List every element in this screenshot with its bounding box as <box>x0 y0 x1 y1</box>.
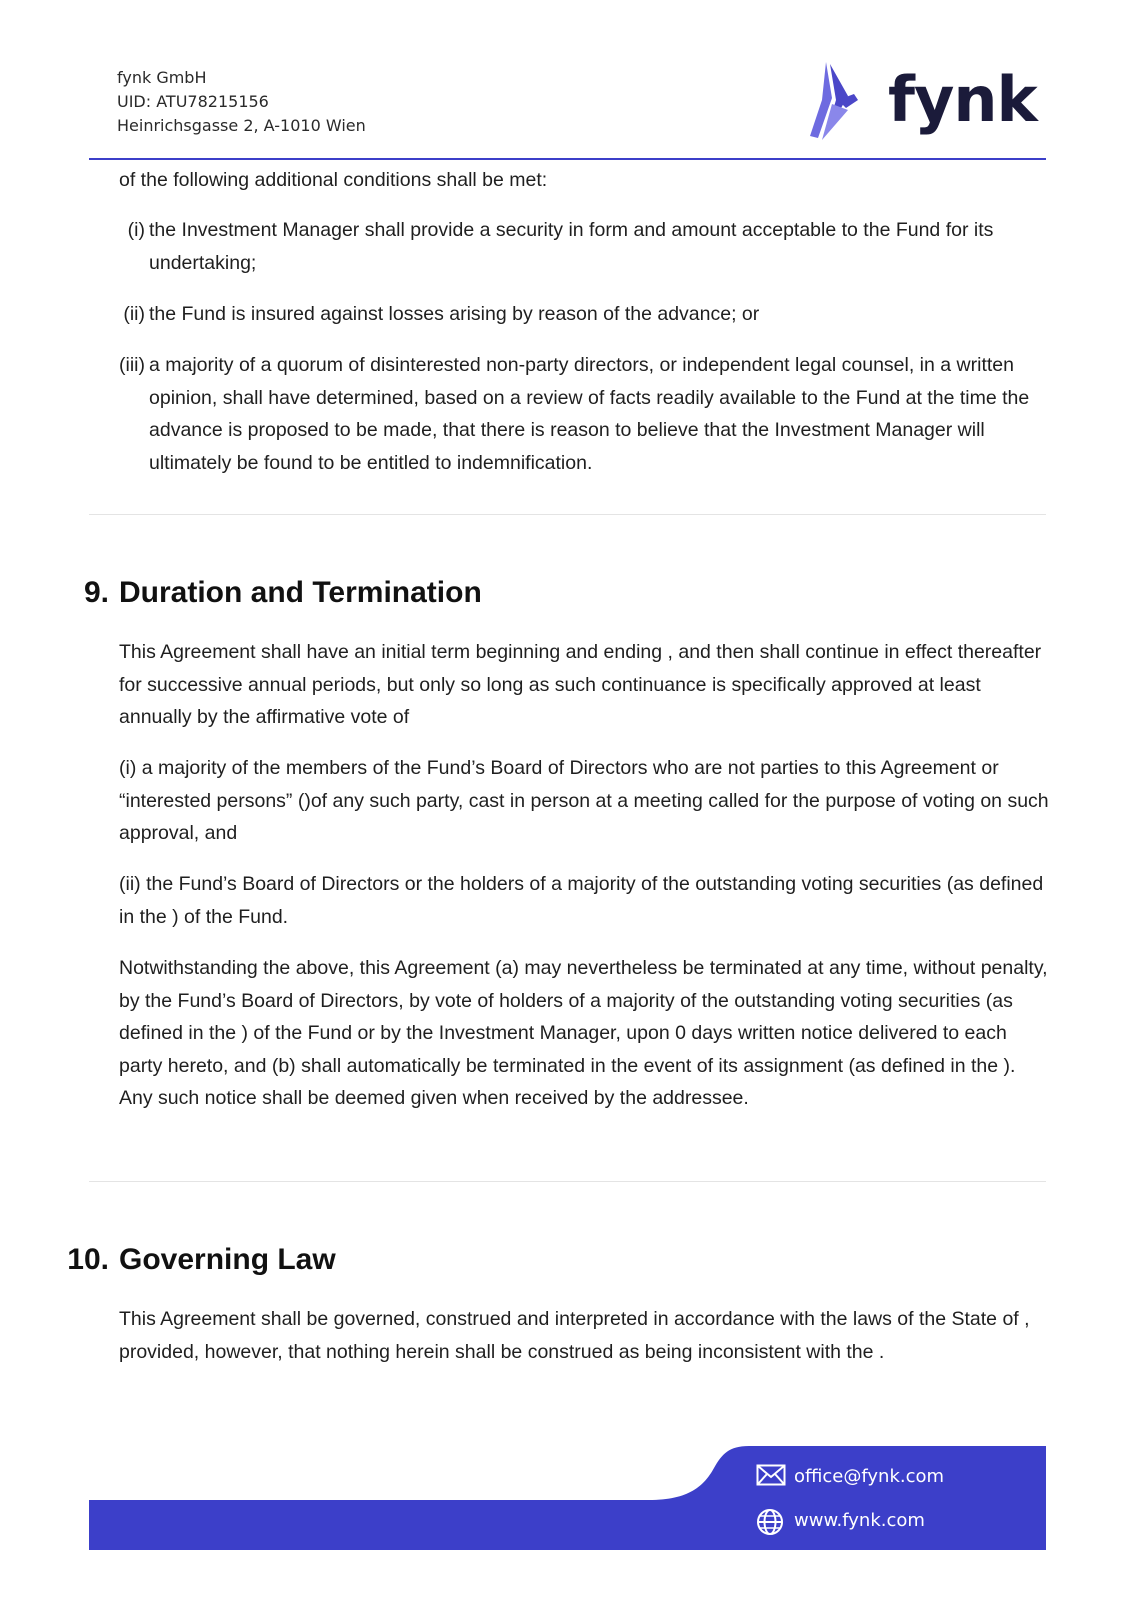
footer-email[interactable] <box>756 1464 944 1490</box>
footer-shape <box>89 1446 1046 1550</box>
section8-intro: of the following additional conditions shall be met: <box>119 169 548 191</box>
section10-paragraph-1: This Agreement shall be governed, construed and interpreted in accordance with the laws of the State of , provided, however, that nothing herein shall be construed as being inconsistent with the . <box>119 1308 1030 1363</box>
item-text: the Investment Manager shall provide a security in form and amount acceptable to the Fund for its undertaking; <box>149 219 994 274</box>
section8-item-ii <box>123 298 1049 331</box>
section8-item-iii <box>119 349 1049 479</box>
item-number: (i) <box>127 219 145 241</box>
section9-paragraph-2: (i) a majority of the members of the Fund’s Board of Directors who are not parties to this Agreement or “interested persons” ()of any such party, cast in person at a meeting called for the purpose of voting on such approval, and <box>119 757 1049 844</box>
section9-heading <box>83 573 482 613</box>
item-number: (iii) <box>119 354 145 376</box>
section8-item-i <box>127 214 1049 279</box>
section-divider <box>89 1181 1046 1182</box>
item-text: the Fund is insured against losses arising by reason of the advance; or <box>149 303 760 325</box>
section-divider <box>89 514 1046 515</box>
company-info <box>117 66 366 138</box>
logo-text: fynk <box>888 63 1037 136</box>
section9-paragraph-1: This Agreement shall have an initial term beginning and ending , and then shall continue in effect thereafter for successive annual periods, but only so long as such continuance is specifically approved at least annually by the affirmative vote of <box>119 641 1042 728</box>
globe-icon <box>756 1508 786 1534</box>
page-header <box>0 0 1131 162</box>
company-address: Heinrichsgasse 2, A-1010 Wien <box>117 116 366 135</box>
section9-paragraph-3: (ii) the Fund’s Board of Directors or the holders of a majority of the outstanding voting securities (as defined in the ) of the Fund. <box>119 873 1044 928</box>
footer-email-text[interactable]: office@fynk.com <box>794 1466 945 1487</box>
company-name: fynk GmbH <box>117 68 207 87</box>
section10-heading <box>67 1240 336 1280</box>
footer-band <box>89 1446 1046 1550</box>
mail-icon <box>756 1464 786 1490</box>
item-number: (ii) <box>123 303 145 325</box>
section9-number: 9. <box>83 576 109 609</box>
footer-website-text[interactable]: www.fynk.com <box>794 1510 925 1531</box>
section9-paragraph-4: Notwithstanding the above, this Agreement (a) may nevertheless be terminated at any time, without penalty, by the Fund’s Board of Directors, by vote of holders of a majority of the outstanding voting securities (as defined in the ) of the Fund or by the Investment Manager, upon 0 days written notice delivered to each party hereto, and (b) shall automatically be terminated in the event of its assignment (as defined in the ). Any such notice shall be deemed given when received by the addressee. <box>119 957 1048 1109</box>
logo-bird-icon <box>808 60 888 144</box>
company-uid: UID: ATU78215156 <box>117 92 269 111</box>
section9-title: Duration and Termination <box>119 576 482 609</box>
section10-title: Governing Law <box>119 1243 336 1276</box>
item-text: a majority of a quorum of disinterested non-party directors, or independent legal counsel, in a written opinion, shall have determined, based on a review of facts readily available to the Fund at the time the advance is proposed to be made, that there is reason to believe that the Investment Manager will ultimately be found to be entitled to indemnification. <box>149 354 1030 474</box>
footer-website[interactable] <box>756 1508 925 1534</box>
fynk-logo <box>808 60 1037 144</box>
header-rule <box>89 158 1046 160</box>
section10-number: 10. <box>67 1243 109 1276</box>
